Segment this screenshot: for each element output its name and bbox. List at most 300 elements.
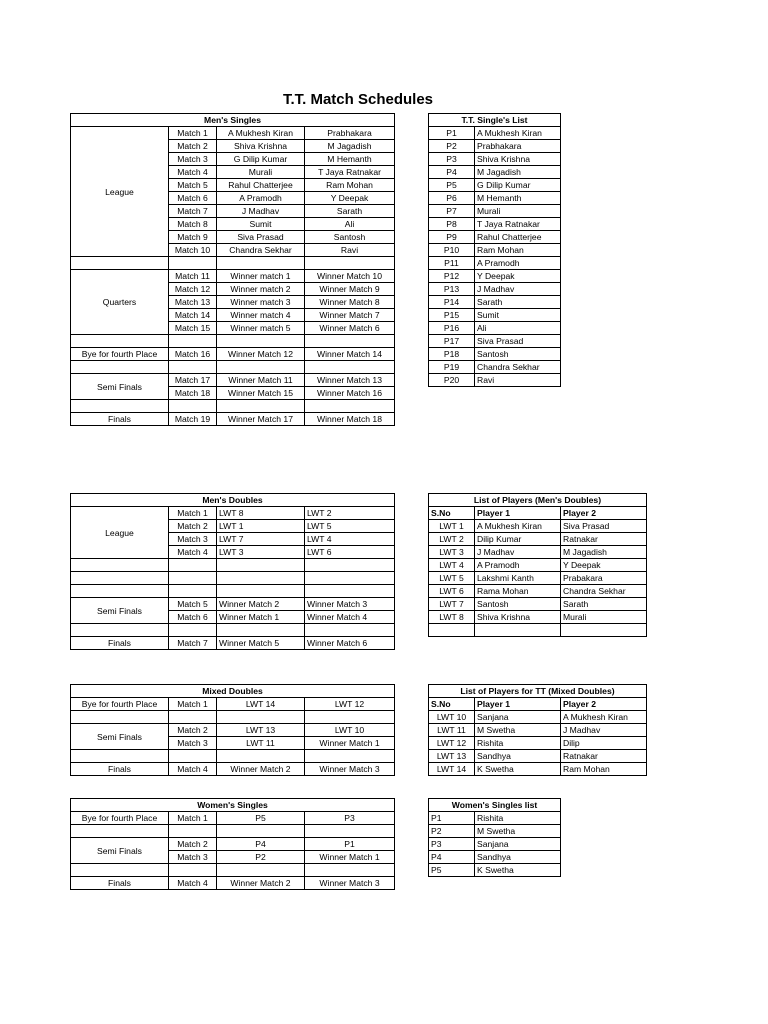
column-header: Player 2: [561, 698, 647, 711]
table-row: [429, 572, 647, 585]
player-1-cell: Winner Match 2: [217, 598, 305, 611]
player-1-cell: Winner Match 5: [217, 637, 305, 650]
player-2-cell: Winner Match 6: [305, 637, 395, 650]
player-id: P19: [429, 361, 475, 374]
list-item: [429, 309, 561, 322]
column-header: Player 1: [475, 507, 561, 520]
player-1-cell: LWT 1: [217, 520, 305, 533]
column-header-row: [429, 698, 647, 711]
player-2-cell: Winner Match 3: [305, 763, 395, 776]
table-row: [71, 335, 395, 348]
match-number: Match 3: [169, 533, 217, 546]
player-1-cell: Winner Match 15: [217, 387, 305, 400]
team-id: [429, 624, 475, 637]
player-name: M Swetha: [475, 825, 561, 838]
player-1-cell: [217, 400, 305, 413]
table-header: Men's Doubles: [71, 494, 395, 507]
round-label: Finals: [71, 413, 169, 426]
match-number: [169, 335, 217, 348]
match-number: Match 15: [169, 322, 217, 335]
round-label: Quarters: [71, 270, 169, 335]
player-id: P3: [429, 838, 475, 851]
player-id: P7: [429, 205, 475, 218]
player-2-cell: Murali: [561, 611, 647, 624]
match-number: Match 17: [169, 374, 217, 387]
table-row: [429, 533, 647, 546]
table-row: [429, 598, 647, 611]
table-row: [71, 585, 395, 598]
round-label: League: [71, 127, 169, 257]
player-name: Sandhya: [475, 851, 561, 864]
match-number: Match 2: [169, 520, 217, 533]
player-name: M Hemanth: [475, 192, 561, 205]
player-1-cell: J Madhav: [475, 546, 561, 559]
player-1-cell: M Swetha: [475, 724, 561, 737]
player-1-cell: A Pramodh: [217, 192, 305, 205]
table-row: [71, 572, 395, 585]
match-number: Match 1: [169, 127, 217, 140]
player-1-cell: Winner Match 12: [217, 348, 305, 361]
list-item: [429, 218, 561, 231]
match-number: Match 16: [169, 348, 217, 361]
player-1-cell: Shiva Krishna: [475, 611, 561, 624]
round-label: [71, 257, 169, 270]
round-label: [71, 400, 169, 413]
round-label: Bye for fourth Place: [71, 698, 169, 711]
player-name: J Madhav: [475, 283, 561, 296]
player-1-cell: Winner match 4: [217, 309, 305, 322]
player-id: P1: [429, 127, 475, 140]
list-item: [429, 166, 561, 179]
table-row: [429, 763, 647, 776]
list-item: [429, 296, 561, 309]
player-name: M Jagadish: [475, 166, 561, 179]
player-1-cell: [217, 825, 305, 838]
player-1-cell: Rahul Chatterjee: [217, 179, 305, 192]
header-row: [429, 685, 647, 698]
table-row: [429, 611, 647, 624]
round-label: [71, 585, 169, 598]
round-label: Semi Finals: [71, 374, 169, 400]
round-label: Semi Finals: [71, 598, 169, 624]
player-2-cell: [305, 257, 395, 270]
player-id: P6: [429, 192, 475, 205]
player-2-cell: LWT 4: [305, 533, 395, 546]
player-1-cell: [217, 750, 305, 763]
match-number: [169, 585, 217, 598]
round-label: [71, 361, 169, 374]
table-row: [429, 737, 647, 750]
player-name: Sumit: [475, 309, 561, 322]
player-1-cell: Chandra Sekhar: [217, 244, 305, 257]
list-item: [429, 231, 561, 244]
player-1-cell: Murali: [217, 166, 305, 179]
player-2-cell: Winner Match 9: [305, 283, 395, 296]
header-row: [429, 494, 647, 507]
player-2-cell: LWT 6: [305, 546, 395, 559]
match-number: Match 12: [169, 283, 217, 296]
player-1-cell: Winner match 5: [217, 322, 305, 335]
table-row: [71, 624, 395, 637]
match-number: Match 7: [169, 637, 217, 650]
player-1-cell: P4: [217, 838, 305, 851]
table-row: [71, 864, 395, 877]
tt-singles-list-table: [428, 113, 561, 387]
player-2-cell: Winner Match 6: [305, 322, 395, 335]
match-number: [169, 572, 217, 585]
match-number: Match 6: [169, 611, 217, 624]
player-id: P17: [429, 335, 475, 348]
player-2-cell: LWT 2: [305, 507, 395, 520]
player-id: P9: [429, 231, 475, 244]
round-label: [71, 335, 169, 348]
list-item: [429, 257, 561, 270]
player-1-cell: Sumit: [217, 218, 305, 231]
column-header-row: [429, 507, 647, 520]
list-item: [429, 348, 561, 361]
player-2-cell: Winner Match 8: [305, 296, 395, 309]
player-2-cell: P3: [305, 812, 395, 825]
header-row: [429, 799, 561, 812]
match-number: [169, 864, 217, 877]
player-2-cell: Sarath: [305, 205, 395, 218]
player-1-cell: A Mukhesh Kiran: [475, 520, 561, 533]
table-header: List of Players for TT (Mixed Doubles): [429, 685, 647, 698]
player-1-cell: Winner Match 11: [217, 374, 305, 387]
player-name: Ali: [475, 322, 561, 335]
team-id: LWT 8: [429, 611, 475, 624]
team-id: LWT 7: [429, 598, 475, 611]
player-id: P5: [429, 864, 475, 877]
player-2-cell: [305, 335, 395, 348]
list-item: [429, 851, 561, 864]
player-2-cell: Siva Prasad: [561, 520, 647, 533]
table-row: [71, 374, 395, 387]
player-id: P2: [429, 140, 475, 153]
player-2-cell: Ratnakar: [561, 750, 647, 763]
player-2-cell: [561, 624, 647, 637]
table-row: [429, 520, 647, 533]
list-item: [429, 812, 561, 825]
player-id: P15: [429, 309, 475, 322]
player-1-cell: [217, 624, 305, 637]
player-1-cell: Winner match 2: [217, 283, 305, 296]
player-name: Prabhakara: [475, 140, 561, 153]
header-row: [71, 494, 395, 507]
player-1-cell: [217, 585, 305, 598]
player-1-cell: P5: [217, 812, 305, 825]
match-number: Match 11: [169, 270, 217, 283]
list-item: [429, 179, 561, 192]
player-id: P13: [429, 283, 475, 296]
match-number: Match 2: [169, 140, 217, 153]
player-1-cell: [217, 864, 305, 877]
player-2-cell: [305, 559, 395, 572]
list-item: [429, 283, 561, 296]
column-header: Player 1: [475, 698, 561, 711]
player-2-cell: Winner Match 18: [305, 413, 395, 426]
table-row: [71, 698, 395, 711]
player-name: Sarath: [475, 296, 561, 309]
player-name: G Dilip Kumar: [475, 179, 561, 192]
round-label: League: [71, 507, 169, 559]
player-name: Siva Prasad: [475, 335, 561, 348]
player-id: P5: [429, 179, 475, 192]
player-2-cell: Chandra Sekhar: [561, 585, 647, 598]
list-item: [429, 361, 561, 374]
table-row: [429, 559, 647, 572]
match-number: Match 9: [169, 231, 217, 244]
round-label: [71, 750, 169, 763]
player-1-cell: LWT 8: [217, 507, 305, 520]
table-row: [71, 838, 395, 851]
match-number: Match 1: [169, 698, 217, 711]
round-label: [71, 572, 169, 585]
player-2-cell: Prabhakara: [305, 127, 395, 140]
match-number: Match 3: [169, 737, 217, 750]
player-2-cell: Dilip: [561, 737, 647, 750]
table-row: [71, 711, 395, 724]
player-1-cell: Sanjana: [475, 711, 561, 724]
player-1-cell: LWT 3: [217, 546, 305, 559]
header-row: [71, 685, 395, 698]
player-2-cell: Winner Match 3: [305, 598, 395, 611]
match-number: Match 3: [169, 153, 217, 166]
team-id: LWT 10: [429, 711, 475, 724]
round-label: Bye for fourth Place: [71, 348, 169, 361]
match-number: Match 5: [169, 179, 217, 192]
player-1-cell: LWT 14: [217, 698, 305, 711]
player-1-cell: Rishita: [475, 737, 561, 750]
player-id: P10: [429, 244, 475, 257]
player-1-cell: Santosh: [475, 598, 561, 611]
player-name: Shiva Krishna: [475, 153, 561, 166]
list-item: [429, 374, 561, 387]
player-1-cell: P2: [217, 851, 305, 864]
round-label: [71, 825, 169, 838]
table-row: [71, 507, 395, 520]
player-1-cell: [217, 711, 305, 724]
player-2-cell: [305, 864, 395, 877]
round-label: Bye for fourth Place: [71, 812, 169, 825]
player-id: P4: [429, 851, 475, 864]
round-label: Finals: [71, 877, 169, 890]
team-id: LWT 2: [429, 533, 475, 546]
team-id: LWT 11: [429, 724, 475, 737]
player-id: P20: [429, 374, 475, 387]
table-row: [71, 763, 395, 776]
match-number: Match 2: [169, 838, 217, 851]
match-number: [169, 825, 217, 838]
player-2-cell: Prabakara: [561, 572, 647, 585]
player-1-cell: Dilip Kumar: [475, 533, 561, 546]
header-row: [71, 114, 395, 127]
table-row: [71, 270, 395, 283]
player-id: P2: [429, 825, 475, 838]
round-label: [71, 559, 169, 572]
player-name: Rahul Chatterjee: [475, 231, 561, 244]
match-number: Match 4: [169, 546, 217, 559]
player-1-cell: LWT 13: [217, 724, 305, 737]
round-label: [71, 711, 169, 724]
player-2-cell: M Jagadish: [561, 546, 647, 559]
player-id: P16: [429, 322, 475, 335]
match-number: Match 1: [169, 812, 217, 825]
table-header: Women's Singles: [71, 799, 395, 812]
table-row: [429, 585, 647, 598]
player-2-cell: Ali: [305, 218, 395, 231]
match-number: Match 5: [169, 598, 217, 611]
player-2-cell: Y Deepak: [305, 192, 395, 205]
player-name: A Mukhesh Kiran: [475, 127, 561, 140]
player-1-cell: [217, 572, 305, 585]
player-id: P14: [429, 296, 475, 309]
player-1-cell: [217, 559, 305, 572]
player-2-cell: Winner Match 14: [305, 348, 395, 361]
player-2-cell: Winner Match 1: [305, 851, 395, 864]
match-number: Match 1: [169, 507, 217, 520]
player-2-cell: LWT 10: [305, 724, 395, 737]
table-header: Women's Singles list: [429, 799, 561, 812]
match-number: Match 4: [169, 877, 217, 890]
player-2-cell: J Madhav: [561, 724, 647, 737]
match-number: Match 3: [169, 851, 217, 864]
table-row: [429, 724, 647, 737]
table-header: Mixed Doubles: [71, 685, 395, 698]
player-name: K Swetha: [475, 864, 561, 877]
list-item: [429, 825, 561, 838]
table-header: Men's Singles: [71, 114, 395, 127]
list-item: [429, 270, 561, 283]
player-1-cell: [475, 624, 561, 637]
column-header: S.No: [429, 698, 475, 711]
list-item: [429, 864, 561, 877]
match-number: Match 4: [169, 763, 217, 776]
mixed-doubles-players-table: [428, 684, 647, 776]
player-1-cell: Lakshmi Kanth: [475, 572, 561, 585]
table-row: [429, 711, 647, 724]
list-item: [429, 838, 561, 851]
list-item: [429, 153, 561, 166]
player-2-cell: Winner Match 3: [305, 877, 395, 890]
team-id: LWT 14: [429, 763, 475, 776]
womens-singles-table: [70, 798, 395, 890]
player-1-cell: Winner match 3: [217, 296, 305, 309]
player-name: Sanjana: [475, 838, 561, 851]
player-name: T Jaya Ratnakar: [475, 218, 561, 231]
team-id: LWT 12: [429, 737, 475, 750]
player-1-cell: LWT 11: [217, 737, 305, 750]
list-item: [429, 127, 561, 140]
player-1-cell: Rama Mohan: [475, 585, 561, 598]
player-2-cell: Y Deepak: [561, 559, 647, 572]
player-id: P4: [429, 166, 475, 179]
player-2-cell: Winner Match 7: [305, 309, 395, 322]
player-1-cell: Winner Match 2: [217, 763, 305, 776]
table-row: [429, 624, 647, 637]
player-name: Murali: [475, 205, 561, 218]
player-2-cell: P1: [305, 838, 395, 851]
womens-singles-list-table: [428, 798, 561, 877]
player-1-cell: J Madhav: [217, 205, 305, 218]
player-name: Chandra Sekhar: [475, 361, 561, 374]
match-number: Match 2: [169, 724, 217, 737]
player-2-cell: Winner Match 13: [305, 374, 395, 387]
player-id: P8: [429, 218, 475, 231]
mens-singles-table: [70, 113, 395, 426]
player-1-cell: Siva Prasad: [217, 231, 305, 244]
player-2-cell: [305, 750, 395, 763]
player-1-cell: [217, 257, 305, 270]
player-id: P18: [429, 348, 475, 361]
round-label: [71, 624, 169, 637]
team-id: LWT 4: [429, 559, 475, 572]
player-2-cell: [305, 361, 395, 374]
player-2-cell: Winner Match 10: [305, 270, 395, 283]
player-id: P12: [429, 270, 475, 283]
round-label: Semi Finals: [71, 838, 169, 864]
player-name: A Pramodh: [475, 257, 561, 270]
player-id: P3: [429, 153, 475, 166]
player-1-cell: Winner Match 2: [217, 877, 305, 890]
table-row: [71, 348, 395, 361]
column-header: Player 2: [561, 507, 647, 520]
header-row: [429, 114, 561, 127]
player-name: Y Deepak: [475, 270, 561, 283]
table-row: [71, 637, 395, 650]
table-row: [71, 812, 395, 825]
player-1-cell: [217, 361, 305, 374]
player-2-cell: [305, 711, 395, 724]
match-number: [169, 711, 217, 724]
match-number: Match 7: [169, 205, 217, 218]
match-number: [169, 361, 217, 374]
list-item: [429, 244, 561, 257]
table-header: T.T. Single's List: [429, 114, 561, 127]
round-label: Finals: [71, 637, 169, 650]
player-2-cell: LWT 5: [305, 520, 395, 533]
player-2-cell: T Jaya Ratnakar: [305, 166, 395, 179]
player-2-cell: M Hemanth: [305, 153, 395, 166]
player-1-cell: Winner Match 17: [217, 413, 305, 426]
player-2-cell: Ram Mohan: [561, 763, 647, 776]
player-2-cell: [305, 825, 395, 838]
match-number: Match 6: [169, 192, 217, 205]
player-2-cell: Ratnakar: [561, 533, 647, 546]
mens-doubles-players-table: [428, 493, 647, 637]
table-row: [71, 877, 395, 890]
match-number: [169, 400, 217, 413]
match-number: Match 14: [169, 309, 217, 322]
column-header: S.No: [429, 507, 475, 520]
player-1-cell: Sandhya: [475, 750, 561, 763]
match-number: Match 8: [169, 218, 217, 231]
list-item: [429, 322, 561, 335]
player-name: Ravi: [475, 374, 561, 387]
table-row: [71, 825, 395, 838]
player-1-cell: Winner match 1: [217, 270, 305, 283]
player-2-cell: Sarath: [561, 598, 647, 611]
match-number: [169, 750, 217, 763]
player-name: Santosh: [475, 348, 561, 361]
match-number: Match 10: [169, 244, 217, 257]
list-item: [429, 140, 561, 153]
table-row: [429, 750, 647, 763]
table-row: [71, 257, 395, 270]
player-1-cell: K Swetha: [475, 763, 561, 776]
table-row: [71, 361, 395, 374]
team-id: LWT 6: [429, 585, 475, 598]
